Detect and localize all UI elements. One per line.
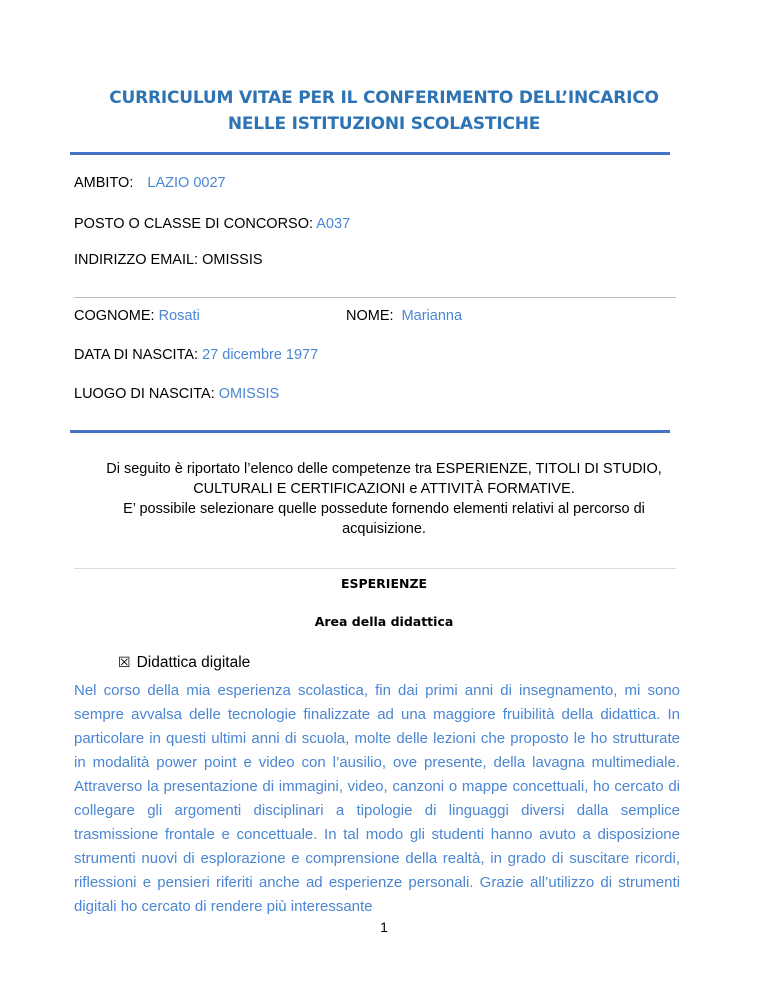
- document-title-line-1: CURRICULUM VITAE PER IL CONFERIMENTO DELL’INCARICO: [109, 88, 659, 108]
- nome-value: Marianna: [401, 308, 463, 324]
- section-divider: [70, 430, 670, 433]
- ambito-row: [74, 175, 226, 191]
- header-divider: [70, 152, 670, 155]
- intro-paragraph: [80, 459, 688, 539]
- ambito-value: LAZIO 0027: [147, 175, 226, 191]
- cognome-row: [74, 308, 200, 324]
- subsection-heading-area-didattica: Area della didattica: [314, 614, 454, 629]
- email-value: OMISSIS: [202, 252, 263, 268]
- posto-value: A037: [316, 216, 351, 232]
- checkbox-checked-icon[interactable]: ☒: [118, 655, 131, 671]
- didattica-digitale-item[interactable]: [118, 654, 250, 672]
- intro-line-1: Di seguito è riportato l’elenco delle competenze tra ESPERIENZE, TITOLI DI STUDIO,: [106, 461, 662, 477]
- intro-line-4: acquisizione.: [342, 521, 426, 537]
- cognome-label: COGNOME:: [74, 308, 155, 324]
- didattica-digitale-label: Didattica digitale: [136, 654, 251, 671]
- nascita-value: 27 dicembre 1977: [202, 347, 319, 363]
- ambito-label: AMBITO:: [74, 175, 134, 191]
- esperienze-divider: [74, 568, 676, 569]
- nascita-label: DATA DI NASCITA:: [74, 347, 199, 363]
- nome-row: [346, 308, 462, 324]
- intro-line-2: CULTURALI E CERTIFICAZIONI e ATTIVITÀ FORMATIVE.: [193, 481, 575, 497]
- page-number: 1: [380, 919, 388, 935]
- nome-label: NOME:: [346, 308, 394, 324]
- nascita-row: [74, 347, 318, 363]
- personal-data-divider: [74, 297, 676, 298]
- document-title-line-2: NELLE ISTITUZIONI SCOLASTICHE: [227, 114, 541, 134]
- posto-row: [74, 216, 350, 232]
- luogo-value: OMISSIS: [218, 386, 280, 402]
- email-label: INDIRIZZO EMAIL:: [74, 252, 199, 268]
- posto-label: POSTO O CLASSE DI CONCORSO:: [74, 216, 314, 232]
- section-heading-esperienze: ESPERIENZE: [340, 576, 428, 591]
- email-row: [74, 252, 263, 268]
- didattica-digitale-description: Nel corso della mia esperienza scolastica, fin dai primi anni di insegnamento, mi sono sempre avvalsa delle tecnologie finalizzate ad una maggiore fruibilità della didattica. In particolare in questi ultimi anni di scuola, molte delle lezioni che proposto le ho strutturate in modalità power point e video con l’ausilio, ove presente, della lavagna multimediale. Attraverso la presentazione di immagini, video, canzoni o mappe concettuali, ho cercato di collegare gli argomenti disciplinari a tipologie di linguaggi diversi dalla semplice trasmissione frontale e concettuale. In tal modo gli studenti hanno avuto a disposizione strumenti nuovi di esplorazione e comprensione della realtà, in grado di suscitare ricordi, riflessioni e pensieri riferiti anche ad esperienze personali. Grazie all’utilizzo di strumenti digitali ho cercato di rendere più interessante: [74, 682, 680, 915]
- cognome-value: Rosati: [158, 308, 200, 324]
- luogo-label: LUOGO DI NASCITA:: [74, 386, 215, 402]
- intro-line-3: E’ possibile selezionare quelle possedute fornendo elementi relativi al percorso di: [123, 501, 645, 517]
- luogo-row: [74, 386, 279, 402]
